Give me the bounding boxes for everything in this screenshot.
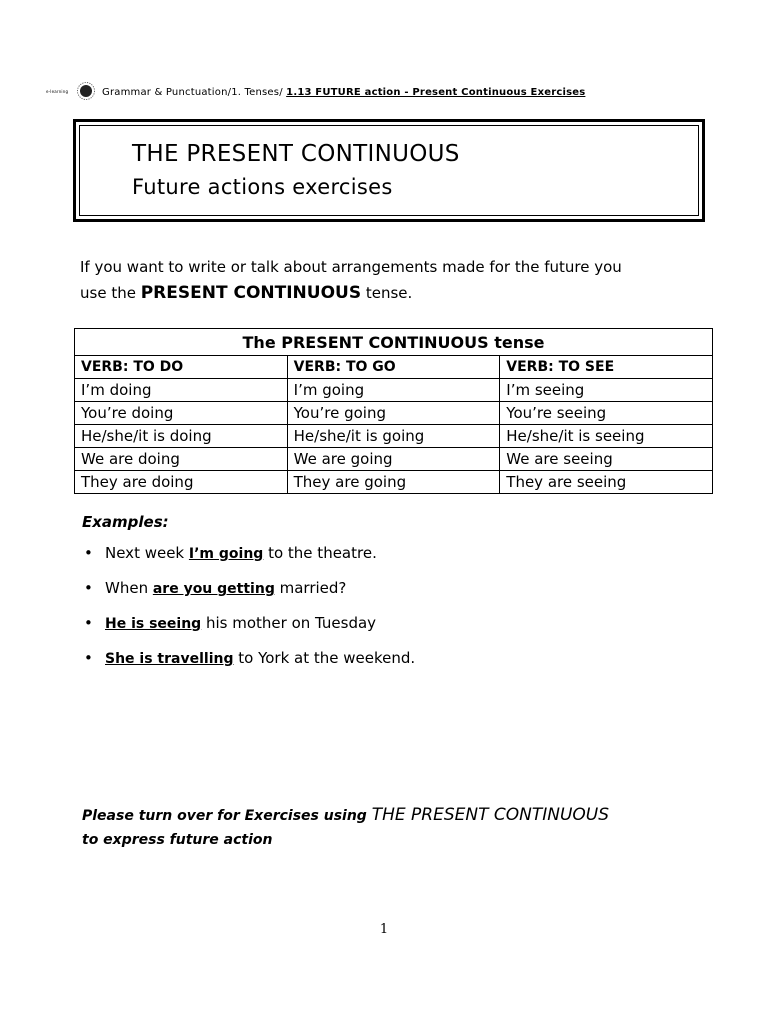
table-cell: You’re doing	[75, 402, 288, 425]
list-item	[80, 536, 415, 571]
example-verb: He is seeing	[105, 616, 202, 632]
examples-list	[80, 536, 415, 676]
intro-text: use the	[80, 284, 141, 302]
column-header: VERB: TO DO	[75, 356, 288, 379]
table-cell: You’re seeing	[500, 402, 713, 425]
example-text: to York at the weekend.	[233, 649, 416, 667]
turn-over-line-1	[82, 803, 722, 828]
bullet-icon: •	[84, 614, 93, 632]
page-subtitle: Future actions exercises	[132, 175, 393, 199]
page-header	[46, 82, 652, 104]
table-row	[75, 448, 713, 471]
title-box	[73, 119, 705, 222]
table-cell: You’re going	[287, 402, 500, 425]
conjugation-table	[74, 328, 713, 494]
table-cell: I’m doing	[75, 379, 288, 402]
bullet-icon: •	[84, 544, 93, 562]
intro-emphasis: PRESENT CONTINUOUS	[140, 283, 362, 303]
intro-line-1: If you want to write or talk about arrangements made for the future you	[80, 258, 622, 276]
example-text: married?	[274, 579, 347, 597]
table-cell: We are doing	[75, 448, 288, 471]
svg-text:e-learning: e-learning	[46, 89, 69, 94]
example-text: When	[105, 579, 153, 597]
table-title-row	[75, 329, 713, 356]
column-header: VERB: TO SEE	[500, 356, 713, 379]
bullet-icon: •	[84, 649, 93, 667]
table-cell: They are seeing	[500, 471, 713, 494]
table-cell: We are going	[287, 448, 500, 471]
table-cell: He/she/it is doing	[75, 425, 288, 448]
intro-text-end: tense.	[361, 284, 413, 302]
table-row	[75, 425, 713, 448]
table-row	[75, 379, 713, 402]
breadcrumb	[102, 87, 585, 98]
table-cell: He/she/it is going	[287, 425, 500, 448]
example-verb: I’m going	[188, 546, 264, 562]
intro-paragraph	[80, 254, 720, 306]
turn-over-emphasis: THE PRESENT CONTINUOUS	[371, 805, 609, 825]
table-cell: We are seeing	[500, 448, 713, 471]
table-row	[75, 402, 713, 425]
table-header-row	[75, 356, 713, 379]
table-cell: I’m going	[287, 379, 500, 402]
example-verb: are you getting	[152, 581, 275, 597]
intro-line-2	[80, 280, 720, 306]
table-cell: They are doing	[75, 471, 288, 494]
example-text: Next week	[105, 544, 189, 562]
list-item	[80, 641, 415, 676]
turn-over-line-2: to express future action	[82, 832, 273, 848]
page-number: 1	[379, 922, 389, 937]
table-cell: I’m seeing	[500, 379, 713, 402]
breadcrumb-path: Grammar & Punctuation/1. Tenses/	[102, 87, 283, 98]
list-item	[80, 606, 415, 641]
table-cell: They are going	[287, 471, 500, 494]
table-cell: He/she/it is seeing	[500, 425, 713, 448]
breadcrumb-current: 1.13 FUTURE action - Present Continuous Exercises	[286, 87, 586, 98]
turn-over-text: Please turn over for Exercises using	[82, 808, 372, 824]
table-title: The PRESENT CONTINUOUS tense	[75, 329, 713, 356]
e-learning-logo-icon	[46, 80, 96, 102]
example-verb: She is travelling	[105, 651, 234, 667]
page-title: THE PRESENT CONTINUOUS	[132, 141, 460, 167]
list-item	[80, 571, 415, 606]
examples-heading: Examples:	[82, 513, 169, 531]
table-row	[75, 471, 713, 494]
turn-over-note	[82, 803, 722, 852]
example-text: his mother on Tuesday	[201, 614, 377, 632]
column-header: VERB: TO GO	[287, 356, 500, 379]
bullet-icon: •	[84, 579, 93, 597]
example-text: to the theatre.	[263, 544, 377, 562]
title-box-inner-frame	[79, 125, 699, 216]
